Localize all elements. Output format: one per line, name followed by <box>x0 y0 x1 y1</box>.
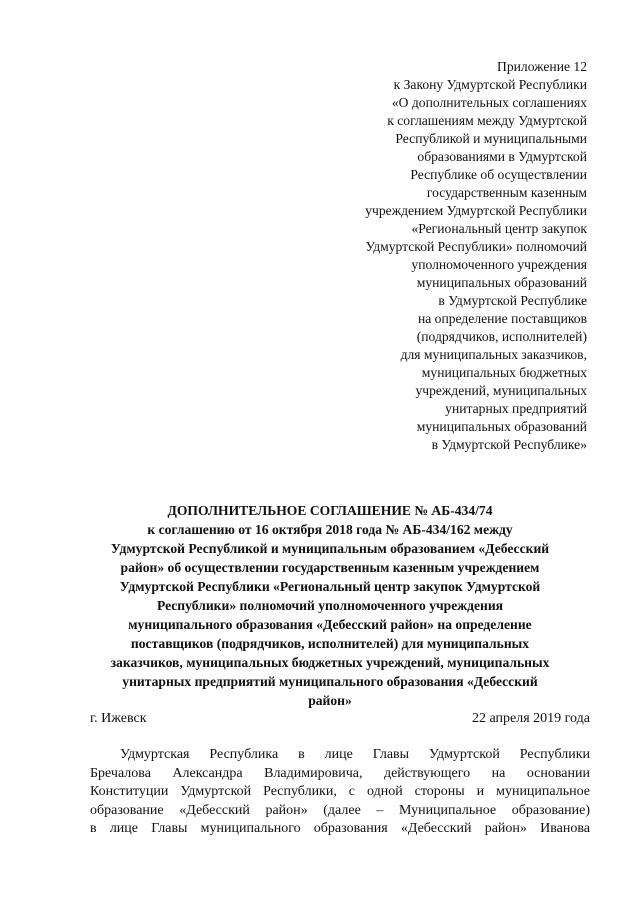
appendix-line: Республикой и муниципальными <box>395 131 587 146</box>
title-line: унитарных предприятий муниципального образования «Дебесский <box>122 674 538 689</box>
body-line: Конституции Удмуртской Республики, с одной стороны и муниципальное <box>90 784 590 799</box>
title-line: Удмуртской Республики «Региональный центр закупок Удмуртской <box>119 579 541 594</box>
title-line: ДОПОЛНИТЕЛЬНОЕ СОГЛАШЕНИЕ № АБ-434/74 <box>167 503 493 518</box>
appendix-line: «Региональный центр закупок <box>411 221 587 236</box>
appendix-line: муниципальных образований <box>416 419 587 434</box>
title-line: поставщиков (подрядчиков, исполнителей) для муниципальных <box>130 636 530 651</box>
appendix-line: муниципальных образований <box>416 275 587 290</box>
appendix-line: Удмуртской Республики» полномочий <box>365 239 587 254</box>
appendix-line: для муниципальных заказчиков, <box>400 347 587 362</box>
appendix-line: унитарных предприятий <box>445 401 587 416</box>
agreement-title <box>80 501 580 710</box>
appendix-line: образованиями в Удмуртской <box>417 149 587 164</box>
appendix-line: государственным казенным <box>426 185 587 200</box>
agreement-body <box>90 746 590 839</box>
appendix-line: в Удмуртской Республике <box>438 293 587 308</box>
appendix-line: Республике об осуществлении <box>410 167 587 182</box>
appendix-reference <box>300 58 587 454</box>
title-line: район» об осуществлении государственным казенным учреждением <box>120 560 540 575</box>
title-line: Республики» полномочий уполномоченного учреждения <box>156 598 504 613</box>
place-of-signing: г. Ижевск <box>90 711 147 726</box>
signing-date: 22 апреля 2019 года <box>472 711 590 726</box>
title-line: Удмуртской Республикой и муниципальным образованием «Дебесский <box>110 541 550 556</box>
appendix-line: (подрядчиков, исполнителей) <box>416 329 587 344</box>
title-line: заказчиков, муниципальных бюджетных учреждений, муниципальных <box>110 655 550 670</box>
body-line: Бречалова Александра Владимировича, действующего на основании <box>90 765 590 781</box>
appendix-line: муниципальных бюджетных <box>421 365 587 380</box>
appendix-line: к соглашениям между Удмуртской <box>387 113 587 128</box>
body-line: Удмуртская Республика в лице Главы Удмуртской Республики <box>120 747 590 762</box>
title-line: к соглашению от 16 октября 2018 года № АБ-434/162 между <box>147 522 513 537</box>
appendix-line: Приложение 12 <box>497 59 587 74</box>
appendix-line: уполномоченного учреждения <box>411 257 587 272</box>
body-line: в лице Главы муниципального образования «Дебесский район» Иванова <box>90 821 590 836</box>
title-line: район» <box>308 693 352 708</box>
appendix-line: на определение поставщиков <box>417 311 587 326</box>
appendix-line: учреждением Удмуртской Республики <box>365 203 587 218</box>
appendix-line: в Удмуртской Республике» <box>431 437 587 452</box>
appendix-line: «О дополнительных соглашениях <box>391 95 587 110</box>
appendix-line: учреждений, муниципальных <box>415 383 587 398</box>
appendix-line: к Закону Удмуртской Республики <box>393 77 587 92</box>
body-line: образование «Дебесский район» (далее – Муниципальное образование) <box>90 802 590 818</box>
title-line: муниципального образования «Дебесский район» на определение <box>128 617 532 632</box>
